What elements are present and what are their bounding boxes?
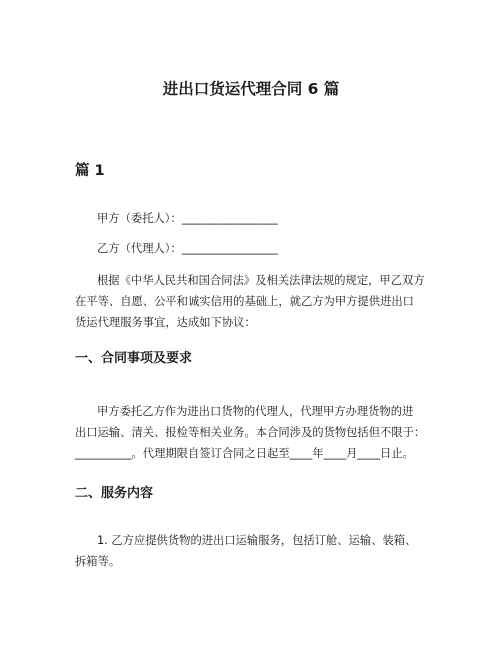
part-heading: 篇 1 [75, 163, 105, 179]
party-a-line: 甲方（委托人）：_________________ [97, 212, 278, 225]
body-line: 拆箱等。 [75, 555, 121, 568]
body-line: 出口运输、清关、报检等相关业务。本合同涉及的货物包括但不限于： [75, 426, 426, 439]
party-b-line: 乙方（代理人）：_________________ [97, 242, 278, 255]
intro-line: 在平等、自愿、公平和诚实信用的基础上，就乙方为甲方提供进出口 [75, 295, 414, 308]
section-heading: 二、服务内容 [75, 486, 154, 501]
document-title: 进出口货运代理合同 6 篇 [162, 80, 340, 98]
body-line: __________。代理期限自签订合同之日起至____年____月____日止。 [75, 447, 414, 460]
body-line: 甲方委托乙方作为进出口货物的代理人，代理甲方办理货物的进 [97, 405, 414, 418]
body-line: 1. 乙方应提供货物的进出口运输服务，包括订舱、运输、装箱、 [97, 534, 417, 547]
intro-line: 根据《中华人民共和国合同法》及相关法律法规的规定，甲乙双方 [97, 274, 425, 287]
section-heading: 一、合同事项及要求 [75, 351, 193, 366]
intro-line: 货运代理服务事宜，达成如下协议： [75, 316, 256, 329]
